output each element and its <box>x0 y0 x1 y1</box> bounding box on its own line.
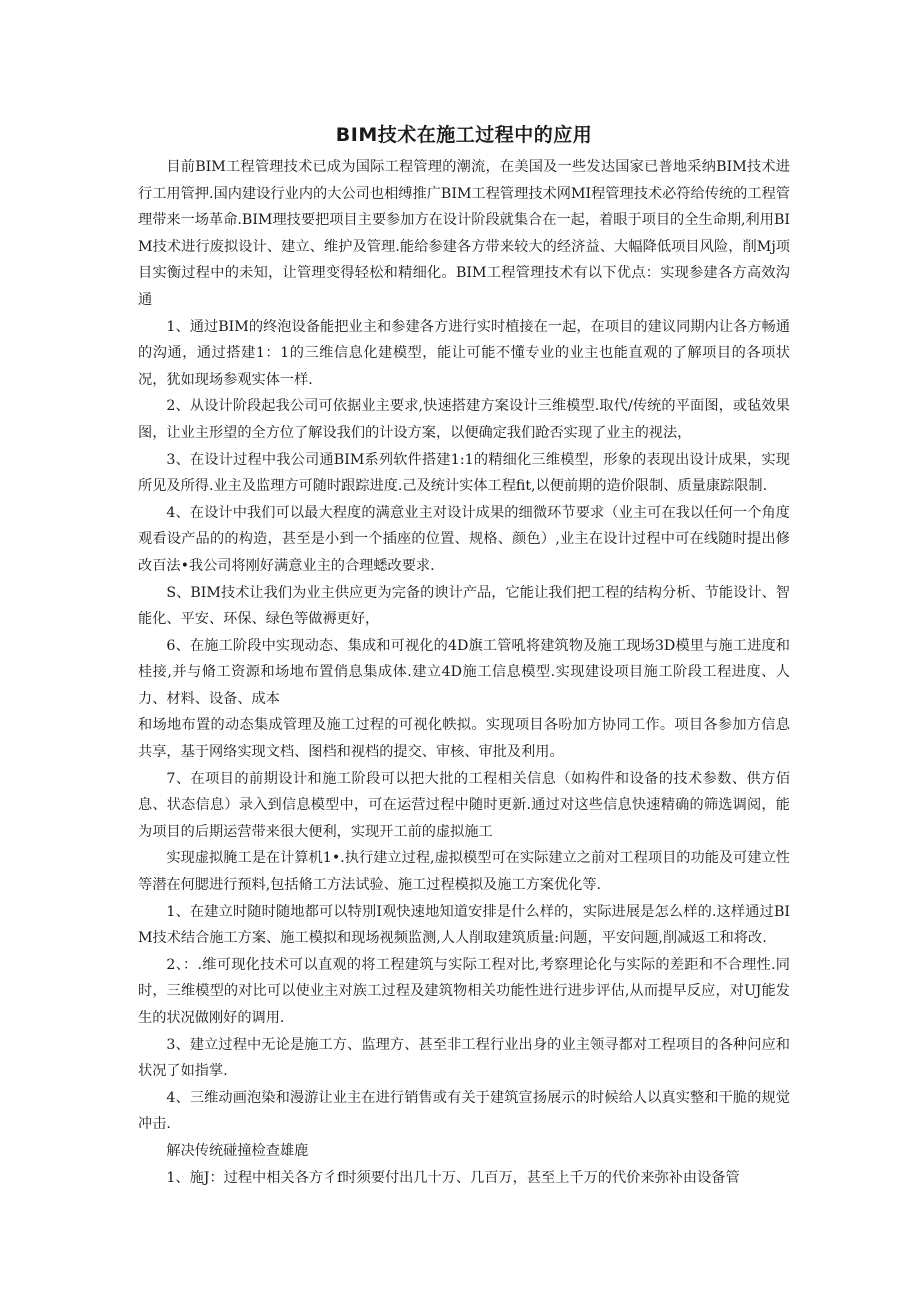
paragraph: 实现虚拟腌工是在计算机1•.执行建立过程,虚拟模型可在实际建立之前对工程项目的功能及可建立性等潜在何腮进行预料,包括脩工方法试验、施工过程模拟及施工方案优化等. <box>138 850 790 894</box>
paragraph: 1、通过BIM的终泡设备能把业主和参建各方进行实时植接在一起，在项目的建议同期内让各方畅通的沟通，通过搭建1：1的三维信息化建模型，能让可能不懂专业的业主也能直观的了解项目的各项状况，犹如现场参观实体一样. <box>138 318 790 388</box>
paragraph: 解决传统碰撞检查雄鹿 <box>166 1142 309 1159</box>
paragraph: S、BIM技术让我们为业主供应更为完备的谀计产品，它能让我们把工程的结构分析、节能设计、智能化、平安、环保、绿色等做褥更好， <box>138 584 790 628</box>
paragraph: 3、在设计过程中我公司通BIM系列软件搭建1:1的精细化三维模型，形象的表现出设计成果，实现所见及所得.业主及监理方可随时跟踪进度.己及统计实体工程fit,以便前期的造价限制、质量康踪限制. <box>138 451 790 495</box>
paragraph: 目前BIM工程管理技术已成为国际工程管理的潮流，在美国及一些发达国家已普地采纳BIM技术进行工用管押.国内建设行业内的大公司也相缚推广BIM工程管理技术网MI程管理技术必符给传统的工程管理带来一场革命.BIM理技要把项目主要参加方在设计阶段就集合在一起，着眼于项目的全生命期,利用BIM技术进行废拟设计、建立、维护及管理.能给参建各方带来较大的经济益、大幅降低项目风险，削Mj项目实衡过程中的未知，让管理变得轻松和精细化。BIM工程管理技术有以下优点：实现参建各方高效沟通 <box>138 159 790 308</box>
paragraph: 和场地布置的动态集成管理及施工过程的可视化帙拟。实现项目各吩加方协同工作。项目各参加方信息共享，基于网络实现文档、图档和视档的提交、审核、审批及利用。 <box>138 717 790 761</box>
paragraph: 1、施J：过程中相关各方彳f时须要付出几十万、几百万，甚至上千万的代价来弥补由设备管 <box>166 1169 740 1186</box>
document-title: BIM技术在施工过程中的应用 <box>335 124 593 146</box>
paragraph: 4、三维动画泡染和漫游让业主在进行销售或有关于建筑宣扬展示的时候给人以真实整和干脆的规觉冲击. <box>138 1089 790 1133</box>
paragraph: 4、在设计中我们可以最大程度的满意业主对设计成果的细微环节要求（业主可在我以任何一个角度观看设产品的的构造，甚至是小到一个插座的位置、规格、颜色）,业主在设计过程中可在线随时提出修改百法•我公司将刚好满意业主的合理蟋改要求. <box>138 504 790 574</box>
paragraph: 3、建立过程中无论是施工方、监理方、甚至非工程行业出身的业主领寻都对工程项目的各种问应和状况了如指掌. <box>138 1036 790 1080</box>
paragraph: 2、从设计阶段起我公司可依据业主要求,快速搭建方案设计三维模型.取代/传统的平面图，或毡效果图，让业主形望的全方位了解设我们的计设方案，以便确定我们跄否实现了业主的视法， <box>138 398 790 441</box>
paragraph: 1、在建立时随时随地都可以特別I观快速地知道安排是什么样的，实际进展是怎么样的.这样通过BIM技术结合施工方案、施工模拟和现场视频监测,人人削取建筑质量:问题，平安问题,削减返工和将改. <box>138 903 790 947</box>
document-body <box>138 154 790 1191</box>
paragraph: 2、：.维可现化技术可以直观的将工程建筑与实际工程对比,考察理论化与实际的差距和不合理性.同时，三维模型的对比可以使业主对族工过程及建筑物相关功能性进行进步评估,从而提早反应，对UJ能发生的状况做刚好的调用. <box>138 956 790 1026</box>
paragraph: 7、在项目的前期设计和施工阶段可以把大批的工程相关信息（如构件和设备的技术参数、供方佰息、状态信息）录入到信息模型中，可在运营过程中随时更新.通过对这些信息快速精确的筛选调阅，能为项目的后期运营带来很大便利，实现开工前的虚拟施工 <box>138 770 790 840</box>
paragraph: 6、在施工阶段中实现动态、集成和可视化的4D旗工管吼将建筑物及施工现场3D模里与施工进度和桂接,并与脩工资源和场地布置俏息集成体.建立4D施工信息模型.实现建设项目施工阶段工程进度、人力、材料、设备、成本 <box>138 637 790 707</box>
document-page <box>138 120 790 1191</box>
